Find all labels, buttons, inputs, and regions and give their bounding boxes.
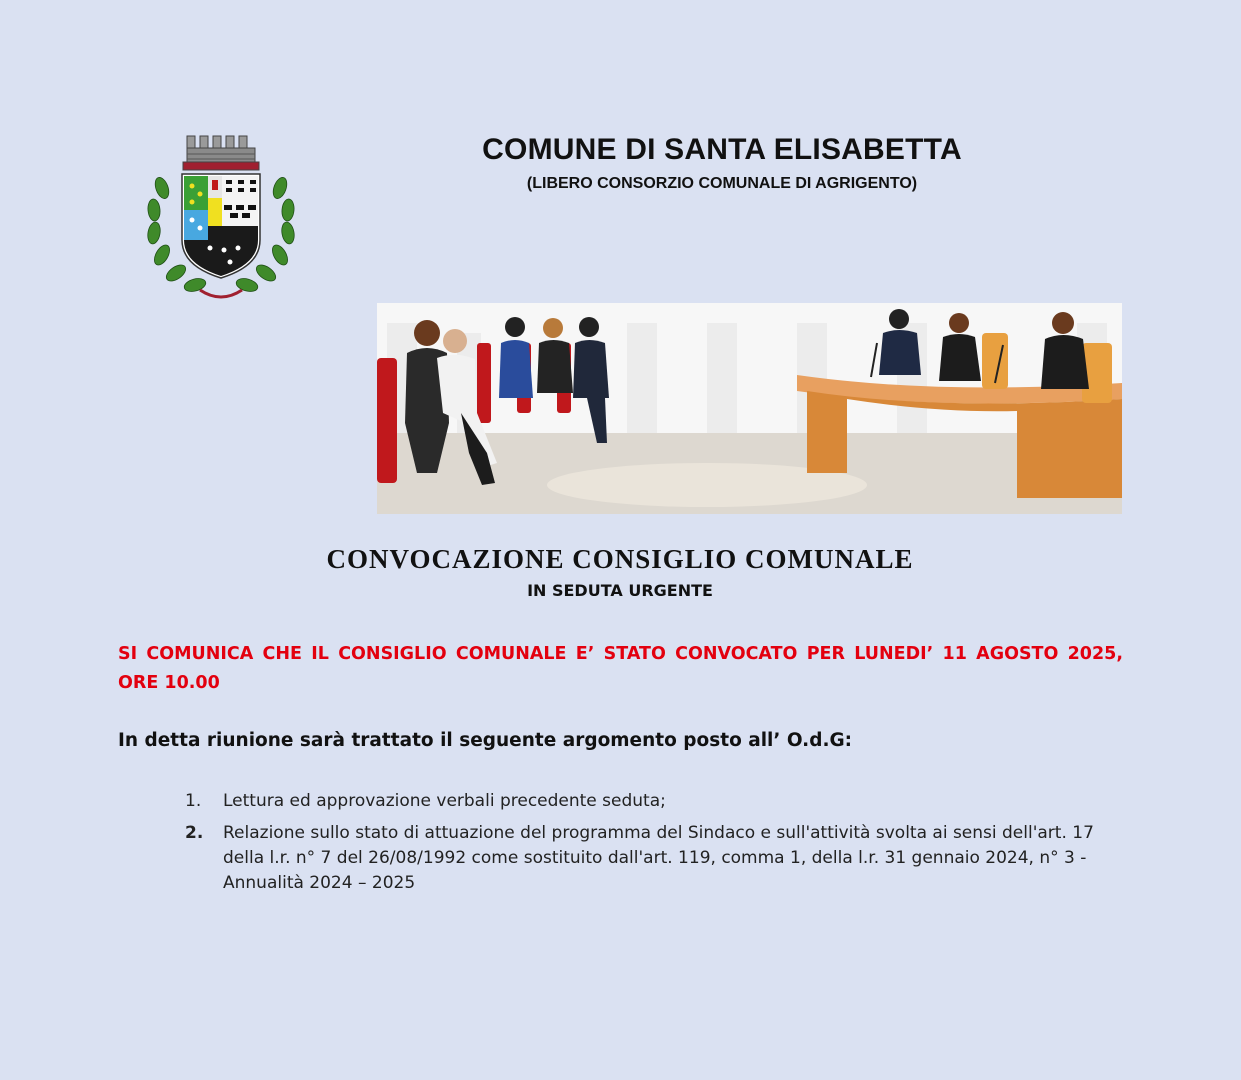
convocation-notice: SI COMUNICA CHE IL CONSIGLIO COMUNALE E’ STATO CONVOCATO PER LUNEDI’ 11 AGOSTO 2025, ORE 10.00 xyxy=(118,644,1123,693)
council-meeting-illustration xyxy=(377,303,1122,514)
agenda-item xyxy=(185,821,1125,896)
document-subtitle: IN SEDUTA URGENTE xyxy=(527,581,713,600)
agenda-item xyxy=(185,789,1125,814)
agenda-item-number: 2. xyxy=(185,823,204,843)
agenda-item-text: Relazione sullo stato di attuazione del programma del Sindaco e sull'attività svolta ai sensi dell'art. 17 della l.r. n° 7 del 26/08/1992 come sostituito dall'art. 119, comma 1, della l.r. 31 gennaio 2024, n° 3 - Annualità 2024 – 2025 xyxy=(223,823,1094,893)
document-title: CONVOCAZIONE CONSIGLIO COMUNALE xyxy=(326,544,914,574)
municipality-subtitle: (LIBERO CONSORZIO COMUNALE DI AGRIGENTO) xyxy=(526,175,918,192)
council-meeting-image xyxy=(377,303,1122,514)
municipal-crest-image xyxy=(140,128,302,306)
agenda-intro: In detta riunione sarà trattato il seguente argomento posto all’ O.d.G: xyxy=(118,730,853,751)
agenda-list xyxy=(185,789,1125,903)
crest-icon xyxy=(140,128,302,306)
municipality-name: COMUNE DI SANTA ELISABETTA xyxy=(482,133,962,166)
agenda-item-number: 1. xyxy=(185,791,202,811)
agenda-item-text: Lettura ed approvazione verbali precedente seduta; xyxy=(223,791,666,811)
